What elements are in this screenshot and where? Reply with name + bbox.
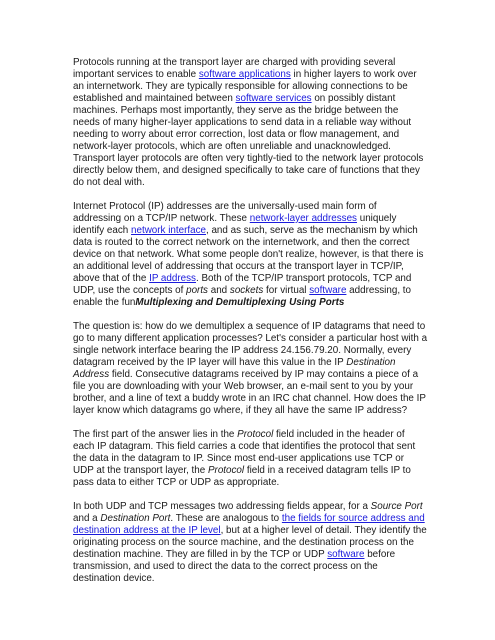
hyperlink[interactable]: software applications <box>198 69 291 80</box>
text-line <box>73 441 431 453</box>
text-line <box>73 357 431 369</box>
text-line <box>73 285 431 297</box>
text-line <box>73 321 431 333</box>
text-run: originating process on the source machine, and the destination process on the <box>73 537 414 548</box>
hyperlink[interactable]: destination address at the IP level <box>73 525 221 536</box>
hyperlink[interactable]: software services <box>235 93 312 104</box>
italic-term: Destination <box>346 357 396 368</box>
text-run: for virtual <box>263 285 310 296</box>
text-line <box>73 81 431 93</box>
text-run: an internetwork. They are typically responsible for allowing connections to be <box>73 81 408 92</box>
text-line <box>73 477 431 489</box>
text-run: . These are analogous to <box>170 513 282 524</box>
text-run: an additional level of addressing that occurs at the transport layer in TCP/IP, <box>73 261 404 272</box>
text-line <box>73 129 431 141</box>
text-run: destination machine. They are filled in by the TCP or UDP <box>73 549 328 560</box>
text-line <box>73 369 431 381</box>
text-line <box>73 525 431 537</box>
text-line <box>73 393 431 405</box>
paragraph <box>73 57 431 189</box>
text-line <box>73 69 431 81</box>
text-line <box>73 573 431 585</box>
text-line <box>73 537 431 549</box>
text-run: , and as such, serve as the mechanism by which <box>205 225 418 236</box>
text-run: enable the fun <box>73 297 136 308</box>
text-run: In both UDP and TCP messages two addressing fields appear, for a <box>73 501 371 512</box>
paragraph <box>73 501 431 585</box>
text-run: file you are downloading with your Web browser, an e-mail sent to you by your <box>73 381 414 392</box>
text-line <box>73 333 431 345</box>
text-run: and a <box>73 513 101 524</box>
text-line <box>73 453 431 465</box>
italic-term: Destination Port <box>100 513 171 524</box>
text-line <box>73 249 431 261</box>
text-run: important services to enable <box>73 69 199 80</box>
text-run: needing to worry about error correction, lost data or flow management, and <box>73 129 400 140</box>
text-run: datagram received by the IP layer will have this value in the IP <box>73 357 347 368</box>
hyperlink[interactable]: the fields for source address and <box>281 513 425 524</box>
text-run: the data in the datagram to IP. Since most end-user applications use TCP or <box>73 453 405 464</box>
text-run: UDP, use the concepts of <box>73 285 187 296</box>
text-run: destination device. <box>73 573 155 584</box>
text-run: field in a received datagram tells IP to <box>244 465 411 476</box>
text-run: field. Consecutive datagrams received by IP may contains a piece of a <box>109 369 419 380</box>
text-line <box>73 273 431 285</box>
text-line <box>73 93 431 105</box>
section-heading: Multiplexing and Demultiplexing Using Ports <box>135 297 345 308</box>
text-line <box>73 501 431 513</box>
text-line <box>73 549 431 561</box>
text-run: directly below them, and designed specifically to take care of functions that they <box>73 165 420 176</box>
text-run: addressing, to <box>346 285 411 296</box>
text-line <box>73 297 431 309</box>
paragraph <box>73 321 431 417</box>
text-run: network-layer protocols, which are often unreliable and unacknowledged. <box>73 141 391 152</box>
text-run: go to many different application processes? Let's consider a particular host with a <box>73 333 428 344</box>
text-run: pass data to either TCP or UDP as appropriate. <box>73 477 280 488</box>
text-run: brother, and a line of text a buddy wrote in an IRC chat channel. How does the IP <box>73 393 426 404</box>
text-run: field included in the header of <box>273 429 405 440</box>
text-run: before <box>364 549 396 560</box>
paragraph <box>73 201 431 309</box>
paragraph <box>73 429 431 489</box>
text-run: machines. Perhaps most importantly, they serve as the bridge between the <box>73 105 399 116</box>
text-line <box>73 345 431 357</box>
text-line <box>73 381 431 393</box>
hyperlink[interactable]: software <box>309 285 347 296</box>
text-run: data is routed to the correct network on the internetwork, and then the correct <box>73 237 410 248</box>
text-line <box>73 429 431 441</box>
hyperlink[interactable]: network interface <box>131 225 206 236</box>
text-run: single network interface bearing the IP address 24.156.79.20. Normally, every <box>73 345 412 356</box>
italic-term: sockets <box>229 285 264 296</box>
text-run: layer know which datagrams go where, if they all have the same IP address? <box>73 405 408 416</box>
text-run: UDP at the transport layer, the <box>73 465 208 476</box>
text-run: addressing on a TCP/IP network. These <box>73 213 250 224</box>
text-run: Transport layer protocols are often very tightly-tied to the network layer protocols <box>73 153 424 164</box>
text-run: on possibly distant <box>311 93 396 104</box>
italic-term: Source Port <box>370 501 423 512</box>
text-run: The first part of the answer lies in the <box>73 429 238 440</box>
text-run: . Both of the TCP/IP transport protocols, TCP and <box>195 273 412 284</box>
text-run: do not deal with. <box>73 177 145 188</box>
text-run: identify each <box>73 225 132 236</box>
text-line <box>73 561 431 573</box>
text-line <box>73 237 431 249</box>
italic-term: ports <box>186 285 208 296</box>
hyperlink[interactable]: network-layer addresses <box>249 213 357 224</box>
hyperlink[interactable]: IP address <box>149 273 196 284</box>
text-run: and <box>207 285 230 296</box>
text-run: uniquely <box>356 213 397 224</box>
text-run: each IP datagram. This field carries a code that identifies the protocol that sent <box>73 441 416 452</box>
text-run: device on that network. What some people don't realize, however, is that there is <box>73 249 424 260</box>
italic-term: Protocol <box>237 429 274 440</box>
text-line <box>73 153 431 165</box>
text-run: , but at a higher level of detail. They identify the <box>220 525 427 536</box>
text-line <box>73 177 431 189</box>
text-run: above that of the <box>73 273 150 284</box>
text-line <box>73 141 431 153</box>
text-line <box>73 117 431 129</box>
text-line <box>73 213 431 225</box>
text-run: established and maintained between <box>73 93 236 104</box>
text-line <box>73 57 431 69</box>
document-body <box>73 57 431 597</box>
text-line <box>73 513 431 525</box>
italic-term: Protocol <box>207 465 245 476</box>
text-line <box>73 225 431 237</box>
text-run: needs of many higher-layer applications to send data in a reliable way without <box>73 117 412 128</box>
italic-term: Address <box>73 369 110 380</box>
text-run: Internet Protocol (IP) addresses are the universally-used main form of <box>73 201 377 212</box>
text-line <box>73 201 431 213</box>
text-run: in higher layers to work over <box>290 69 417 80</box>
text-line <box>73 465 431 477</box>
text-line <box>73 405 431 417</box>
text-line <box>73 165 431 177</box>
hyperlink[interactable]: software <box>327 549 365 560</box>
text-run: transmission, and used to direct the data to the correct process on the <box>73 561 378 572</box>
text-run: The question is: how do we demultiplex a sequence of IP datagrams that need to <box>73 321 426 332</box>
text-line <box>73 261 431 273</box>
text-line <box>73 105 431 117</box>
text-run: Protocols running at the transport layer are charged with providing several <box>73 57 396 68</box>
